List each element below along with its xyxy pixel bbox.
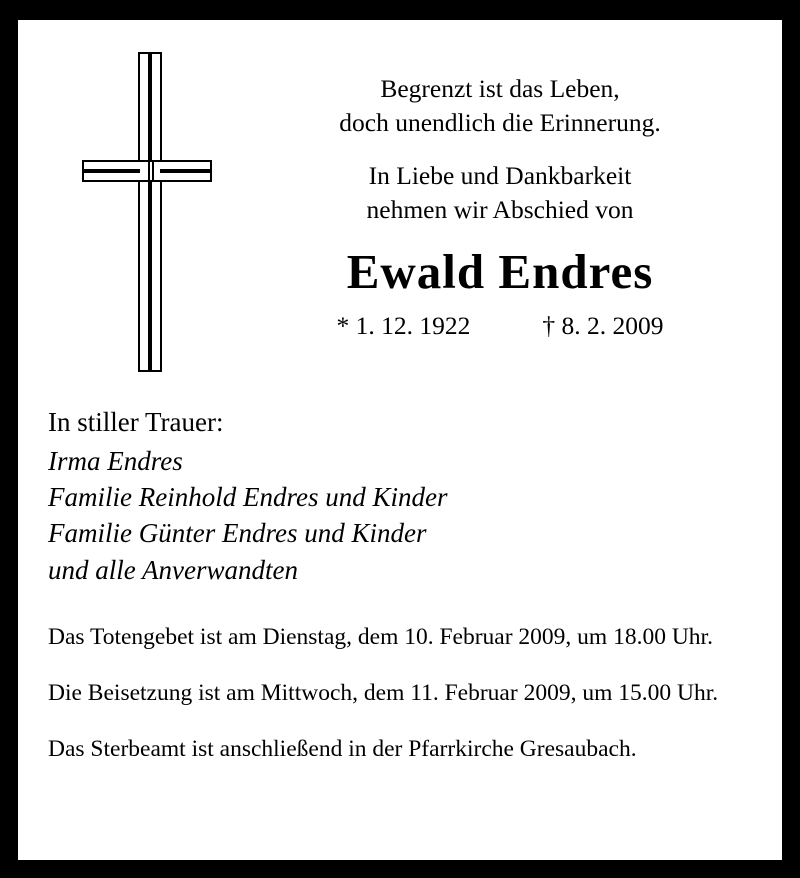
birth-date: * 1. 12. 1922	[336, 310, 471, 340]
dedication-line-2: nehmen wir Abschied von	[366, 194, 634, 224]
mourner-line: Irma Endres	[48, 445, 183, 476]
notice-prayer-service: Das Totengebet ist am Dienstag, dem 10. Februar 2009, um 18.00 Uhr.	[48, 624, 713, 651]
life-dates	[244, 311, 756, 341]
cross-center-line-left	[148, 162, 150, 180]
funeral-notices-section	[44, 622, 756, 765]
death-date: † 8. 2. 2009	[542, 310, 664, 340]
mourner-line: Familie Günter Endres und Kinder	[48, 518, 427, 549]
dedication-text	[244, 159, 756, 226]
cross-vertical-inner-line	[148, 54, 152, 370]
mourners-heading: In stiller Trauer:	[48, 407, 224, 437]
verse-line-1: Begrenzt ist das Leben,	[380, 74, 620, 103]
deceased-name: Ewald Endres	[346, 243, 654, 299]
christian-cross-icon	[82, 52, 212, 372]
notice-burial: Die Beisetzung ist am Mittwoch, dem 11. Februar 2009, um 15.00 Uhr.	[48, 679, 719, 706]
verse-line-2: doch unendlich die Erinnerung.	[339, 107, 661, 137]
notice-requiem-mass: Das Sterbeamt ist anschließend in der Pfarrkirche Gresaubach.	[48, 735, 637, 762]
mourner-line: Familie Reinhold Endres und Kinder	[48, 481, 448, 512]
mourner-line: und alle Anverwandten	[48, 554, 298, 585]
cross-center-line-right	[152, 162, 154, 180]
verse-and-name-block	[244, 44, 756, 341]
cross-center-patch	[140, 162, 160, 180]
mourners-section	[44, 402, 756, 588]
memorial-verse	[244, 72, 756, 139]
obituary-header-area	[44, 44, 756, 374]
obituary-inner-frame	[16, 18, 784, 862]
dedication-line-1: In Liebe und Dankbarkeit	[368, 161, 632, 191]
